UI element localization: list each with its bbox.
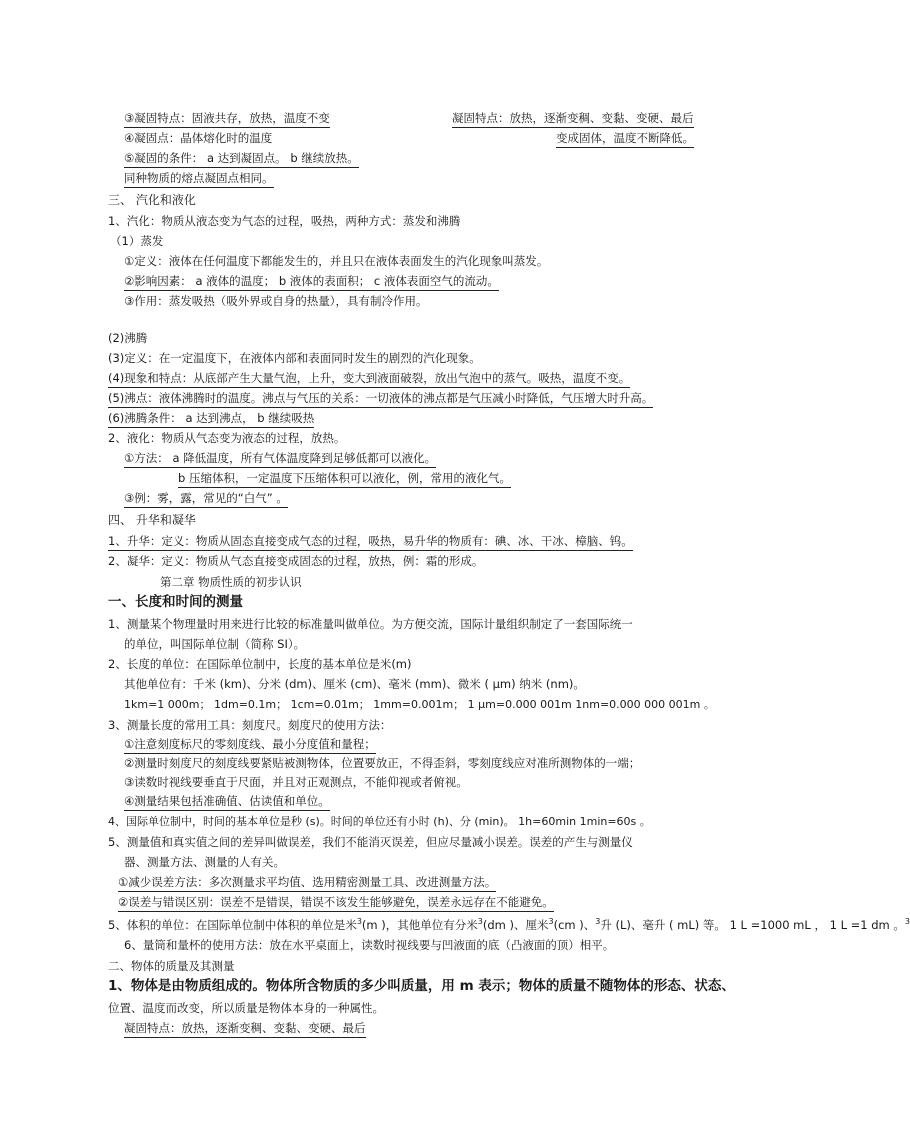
- superscript: 3: [595, 917, 601, 927]
- text-line: [108, 917, 910, 933]
- text-line: 凝固特点：放热，逐渐变稠、变黏、变硬、最后: [124, 1020, 366, 1038]
- text-line: 2、液化：物质从气态变为液态的过程，放热。: [108, 431, 346, 445]
- text-line: (2)沸腾: [108, 331, 148, 345]
- text-line: ②测量时刻度尺的刻度线要紧贴被测物体，位置要放正，不得歪斜，零刻度线应对准所测物体的一端；: [124, 756, 641, 770]
- text-line: ⑤凝固的条件： a 达到凝固点。 b 继续放热。: [124, 150, 359, 168]
- volume-units-part: (dm )、厘米: [482, 918, 549, 932]
- volume-units-part: (cm )、: [553, 918, 596, 932]
- superscript: 3: [548, 917, 554, 927]
- volume-units-part: (m )，其他单位有分米: [361, 918, 478, 932]
- text-line: 1、汽化：物质从液态变为气态的过程，吸热，两种方式：蒸发和沸腾: [108, 214, 461, 228]
- text-line: 位置、温度而改变，所以质量是物体本身的一种属性。: [108, 1001, 384, 1015]
- text-line: ③作用：蒸发吸热（吸外界或自身的热量），具有制冷作用。: [124, 294, 428, 308]
- text-line: 4、国际单位制中，时间的基本单位是秒 (s)。时间的单位还有小时 (h)、分 (min)。 1h=60min 1min=60s 。: [108, 815, 651, 828]
- text-line: 1km=1 000m； 1dm=0.1m； 1cm=0.01m； 1mm=0.001m； 1 μm=0.000 001m 1nm=0.000 000 001m 。: [124, 698, 715, 711]
- text-line: ①减少误差方法：多次测量求平均值、选用精密测量工具、改进测量方法。: [118, 874, 496, 892]
- volume-units-part: 5、体积的单位：在国际单位制中体积的单位是米: [108, 918, 357, 932]
- text-line: ③凝固特点：固液共存，放热，温度不变: [124, 110, 330, 128]
- section-heading: 三、 汽化和液化: [108, 193, 196, 207]
- text-line: (6)沸腾条件： a 达到沸点， b 继续吸热: [108, 410, 314, 428]
- text-line: b 压缩体积，一定温度下压缩体积可以液化，例，常用的液化气。: [178, 470, 511, 488]
- text-line: ③读数时视线要垂直于尺面，并且对正观测点，不能仰视或者俯视。: [124, 775, 468, 789]
- text-line: ④测量结果包括准确值、估读值和单位。: [124, 793, 330, 811]
- section-heading: 一、长度和时间的测量: [108, 594, 243, 610]
- text-line: ②影响因素： a 液体的温度； b 液体的表面积； c 液体表面空气的流动。: [124, 273, 499, 291]
- text-line: 6、量筒和量杯的使用方法：放在水平桌面上，读数时视线要与凹液面的底（凸液面的顶）相平。: [124, 938, 615, 952]
- text-line: 同种物质的熔点凝固点相同。: [124, 170, 274, 188]
- text-line: 1、测量某个物理量时用来进行比较的标准量叫做单位。为方便交流，国际计量组织制定了一套国际统一: [108, 617, 633, 631]
- text-line: ①方法： a 降低温度，所有气体温度降到足够低都可以液化。: [124, 450, 436, 468]
- section-heading: 1、物体是由物质组成的。物体所含物质的多少叫质量，用 m 表示；物体的质量不随物体的形态、状态、: [108, 978, 735, 994]
- text-line: (4)现象和特点：从底部产生大量气泡，上升，变大到液面破裂，放出气泡中的蒸气。吸热，温度不变。: [108, 370, 630, 388]
- text-line: 5、测量值和真实值之间的差异叫做误差，我们不能消灭误差，但应尽量减小误差。误差的产生与测量仪: [108, 835, 633, 849]
- text-line: 的单位，叫国际单位制（简称 SI）。: [124, 637, 306, 651]
- text-line: ②误差与错误区别：误差不是错误，错误不该发生能够避免，误差永远存在不能避免。: [118, 894, 554, 912]
- text-line: 2、凝华：定义：物质从气态直接变成固态的过程，放热，例：霜的形成。: [108, 554, 484, 568]
- text-line: ①注意刻度标尺的零刻度线、最小分度值和量程；: [124, 736, 376, 754]
- volume-units-part: 升 (L)、毫升 ( mL) 等。 1 L =1000 mL ， 1 L =1 dm 。: [600, 918, 905, 932]
- superscript: 3: [904, 917, 910, 927]
- text-line: ③例：雾，露，常见的“白气” 。: [124, 490, 288, 508]
- text-line: 3、测量长度的常用工具：刻度尺。刻度尺的使用方法：: [108, 718, 392, 732]
- text-line: ④凝固点：晶体熔化时的温度: [124, 131, 273, 145]
- superscript: 3: [477, 917, 483, 927]
- text-line: (5)沸点：液体沸腾时的温度。沸点与气压的关系：一切液体的沸点都是气压减小时降低，气压增大时升高。: [108, 390, 653, 408]
- text-line: ①定义：液体在任何温度下都能发生的，并且只在液体表面发生的汽化现象叫蒸发。: [124, 254, 549, 268]
- text-line: （1）蒸发: [110, 234, 164, 248]
- text-line: 凝固特点：放热，逐渐变稠、变黏、变硬、最后: [452, 110, 694, 128]
- superscript: 3: [356, 917, 362, 927]
- chapter-title: 第二章 物质性质的初步认识: [160, 575, 302, 589]
- text-line: 其他单位有：千米 (km)、分米 (dm)、厘米 (cm)、毫米 (mm)、微米 ( μm) 纳米 (nm)。: [124, 677, 585, 691]
- text-line: 1、升华：定义：物质从固态直接变成气态的过程，吸热，易升华的物质有：碘、冰、干冰、樟脑、钨。: [108, 533, 633, 551]
- text-line: (3)定义：在一定温度下，在液体内部和表面同时发生的剧烈的汽化现象。: [108, 351, 481, 365]
- text-line: 二、物体的质量及其测量: [108, 959, 235, 973]
- text-line: 器、测量方法、测量的人有关。: [124, 855, 285, 869]
- text-line: 2、长度的单位：在国际单位制中，长度的基本单位是米(m): [108, 657, 412, 671]
- text-line: 变成固体，温度不断降低。: [556, 130, 694, 148]
- section-heading: 四、 升华和凝华: [108, 513, 196, 527]
